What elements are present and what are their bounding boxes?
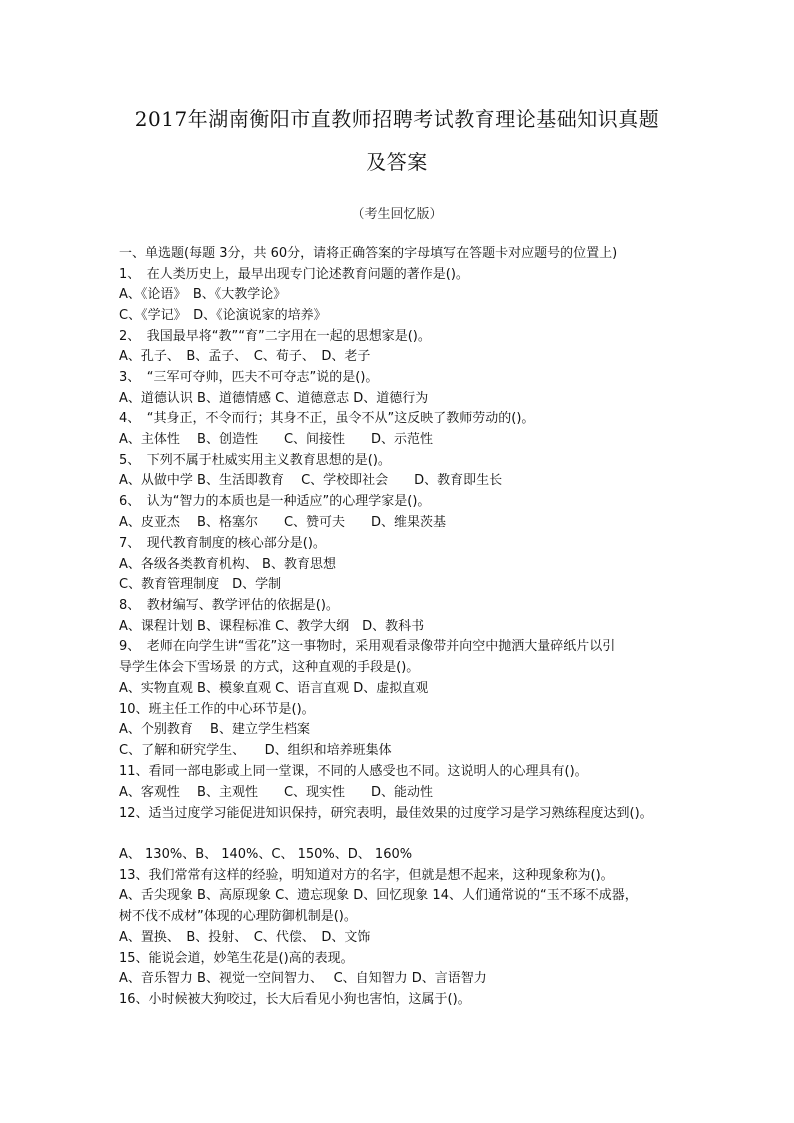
question-options: A、从做中学 B、生活即教育 C、学校即社会 D、教育即生长 [119, 473, 503, 488]
question-options: A、孔子、 B、孟子、 C、荀子、 D、老子 [119, 349, 371, 364]
question-options: A、置换、 B、投射、 C、代偿、 D、文饰 [119, 930, 371, 945]
question-options: A、主体性 B、创造性 C、间接性 D、示范性 [119, 432, 434, 447]
question-text: 15、能说会道，妙笔生花是()高的表现。 [119, 951, 354, 966]
question-text: 7、 现代教育制度的核心部分是()。 [119, 536, 326, 551]
question-text: 8、 教材编写、教学评估的依据是()。 [119, 598, 339, 613]
question-options: A、客观性 B、主观性 C、现实性 D、能动性 [119, 785, 434, 800]
question-options: C、教育管理制度 D、学制 [119, 577, 282, 592]
question-options: A、《论语》 B、《大教学论》 [119, 287, 287, 302]
question-text: 5、 下列不属于杜威实用主义教育思想的是()。 [119, 453, 391, 468]
question-options: A、个别教育 B、建立学生档案 [119, 722, 310, 737]
question-text: 10、班主任工作的中心环节是()。 [119, 702, 315, 717]
document-title-line-2: 及答案 [366, 150, 428, 174]
question-text: 13、我们常常有这样的经验，明知道对方的名字，但就是想不起来，这种现象称为()。 [119, 868, 614, 883]
question-options: A、道德认识 B、道德情感 C、道德意志 D、道德行为 [119, 391, 429, 406]
section-heading: 一、单选题(每题 3分，共 60分，请将正确答案的字母填写在答题卡对应题号的位置上) [119, 246, 618, 261]
question-options: A、 130%、B、 140%、C、 150%、D、 160% [119, 847, 413, 862]
question-options: C、了解和研究学生、 D、组织和培养班集体 [119, 743, 392, 758]
question-text: 3、 “三军可夺帅，匹夫不可夺志”说的是()。 [119, 370, 379, 385]
question-options: A、实物直观 B、模象直观 C、语言直观 D、虚拟直观 [119, 681, 429, 696]
question-options: A、各级各类教育机构、 B、教育思想 [119, 557, 336, 572]
question-text: 2、 我国最早将“教”“育”二字用在一起的思想家是()。 [119, 329, 431, 344]
document-title-line-1: 2017年湖南衡阳市直教师招聘考试教育理论基础知识真题 [134, 107, 660, 131]
question-options: A、舌尖现象 B、高原现象 C、遗忘现象 D、回忆现象 14、人们通常说的“玉不琢不成器， [119, 888, 638, 903]
question-text: 6、 认为“智力的本质也是一种适应”的心理学家是()。 [119, 494, 431, 509]
question-options: A、皮亚杰 B、格塞尔 C、赞可夫 D、维果茨基 [119, 515, 447, 530]
question-options: A、音乐智力 B、视觉一空间智力、 C、自知智力 D、言语智力 [119, 971, 487, 986]
question-options: C、《学记》 D、《论演说家的培养》 [119, 308, 327, 323]
document-subtitle: （考生回忆版） [351, 207, 443, 222]
question-options: A、课程计划 B、课程标准 C、教学大纲 D、教科书 [119, 619, 425, 634]
question-text: 12、适当过度学习能促进知识保持，研究表明，最佳效果的过度学习是学习熟练程度达到()。 [119, 806, 653, 821]
question-text: 树不伐不成材”体现的心理防御机制是()。 [119, 909, 357, 924]
question-text: 16、小时候被大狗咬过，长大后看见小狗也害怕，这属于()。 [119, 992, 471, 1007]
question-text: 11、看同一部电影或上同一堂课，不同的人感受也不同。这说明人的心理具有()。 [119, 764, 588, 779]
question-text: 导学生体会下雪场景 的方式，这种直观的手段是()。 [119, 660, 420, 675]
question-text: 4、 “其身正，不令而行；其身不正，虽令不从”这反映了教师劳动的()。 [119, 411, 535, 426]
question-text: 1、 在人类历史上，最早出现专门论述教育问题的著作是()。 [119, 267, 469, 282]
question-text: 9、 老师在向学生讲“雪花”这一事物时，采用观看录像带并向空中抛洒大量碎纸片以引 [119, 639, 616, 654]
